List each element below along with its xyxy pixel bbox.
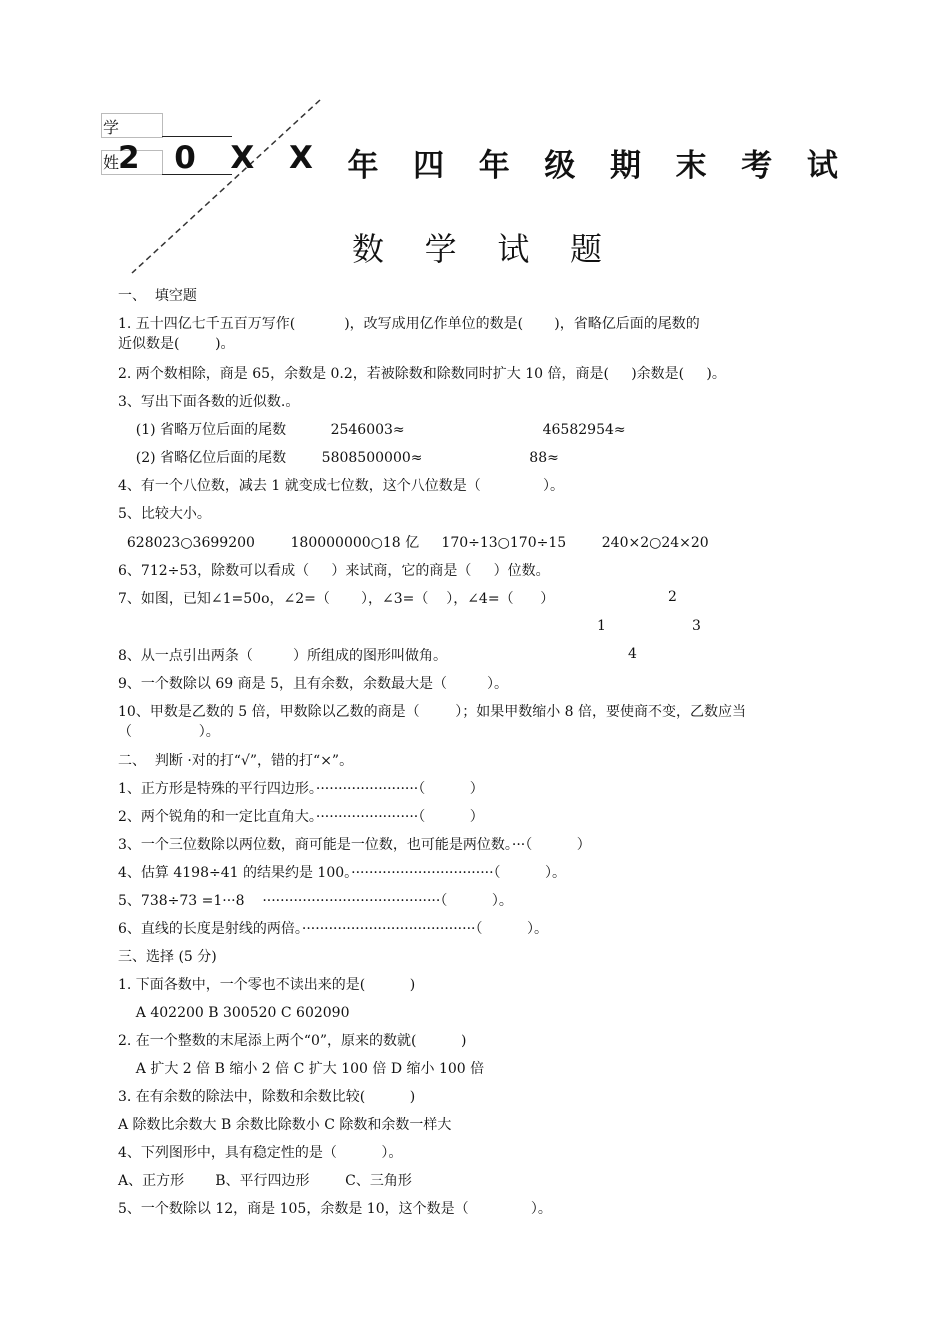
- title-char: 四: [413, 148, 445, 184]
- choice-line: 2. 在一个整数的末尾添上两个“0”，原来的数就( ): [118, 1033, 467, 1049]
- title-char: 年: [347, 148, 379, 184]
- question-line: 4、有一个八位数，减去 1 就变成七位数，这个八位数是（ ）。: [118, 478, 565, 494]
- exam-subtitle: [352, 224, 602, 270]
- title-char: 末: [675, 148, 707, 184]
- question-line: 9、一个数除以 69 商是 5，且有余数，余数最大是（ ）。: [118, 676, 509, 692]
- question-line: 10、甲数是乙数的 5 倍，甲数除以乙数的商是（ ）；如果甲数缩小 8 倍，要使商不变，乙数应当: [118, 704, 747, 720]
- section3-heading: 三、选择 (5 分): [118, 949, 217, 965]
- exam-title: [118, 140, 838, 185]
- question-line: 1. 五十四亿七千五百万写作( )，改写成用亿作单位的数是( )，省略亿后面的尾数的: [118, 316, 700, 332]
- question-line: 5、比较大小。: [118, 506, 211, 522]
- title-char: 期: [609, 148, 641, 184]
- title-char: 考: [741, 148, 773, 184]
- subtitle-char: 题: [569, 230, 602, 268]
- question-line: （ ）。: [118, 724, 220, 740]
- section1-heading: 一、 填空题: [118, 288, 197, 304]
- title-char: X: [288, 140, 313, 176]
- question-line: 2. 两个数相除，商是 65，余数是 0.2，若被除数和除数同时扩大 10 倍，商是( )余数是( )。: [118, 366, 726, 382]
- judge-line: 3、一个三位数除以两位数，商可能是一位数，也可能是两位数。···（ ）: [118, 837, 591, 853]
- title-char: 2: [118, 140, 140, 176]
- title-char: 年: [478, 148, 510, 184]
- subtitle-char: 试: [497, 230, 530, 268]
- title-char: 级: [544, 148, 576, 184]
- title-char: 试: [806, 148, 838, 184]
- figure-label-3: 3: [692, 618, 701, 634]
- label-xing: 姓: [103, 153, 120, 172]
- subtitle-char: 数: [352, 230, 385, 268]
- title-char: 0: [174, 140, 196, 176]
- subtitle-char: 学: [424, 230, 457, 268]
- choice-line: 4、下列图形中，具有稳定性的是（ ）。: [118, 1145, 403, 1161]
- judge-line: 2、两个锐角的和一定比直角大。·······················（ ）: [118, 809, 484, 825]
- judge-line: 6、直线的长度是射线的两倍。·······································（ ）。: [118, 921, 548, 937]
- figure-label-4: 4: [628, 646, 637, 662]
- judge-line: 5、738÷73 =1···8 ········································（ ）。: [118, 893, 513, 909]
- label-xue: 学: [103, 118, 120, 137]
- choice-line: 3. 在有余数的除法中，除数和余数比较( ): [118, 1089, 416, 1105]
- question-line: (2) 省略亿位后面的尾数 5808500000≈ 88≈: [118, 450, 559, 466]
- choice-line: A 除数比余数大 B 余数比除数小 C 除数和余数一样大: [118, 1117, 452, 1133]
- question-line: 3、写出下面各数的近似数.。: [118, 394, 300, 410]
- choice-line: A、正方形 B、平行四边形 C、三角形: [118, 1173, 412, 1189]
- question-line: 7、如图，已知∠1=50o，∠2=（ ），∠3=（ ），∠4=（ ）: [118, 591, 555, 607]
- question-line: (1) 省略万位后面的尾数 2546003≈ 46582954≈: [118, 422, 626, 438]
- section2-heading: 二、 判断 ·对的打“√”，错的打“×”。: [118, 753, 354, 769]
- choice-line: 5、一个数除以 12，商是 105，余数是 10，这个数是（ ）。: [118, 1201, 552, 1217]
- choice-line: 1. 下面各数中，一个零也不读出来的是( ): [118, 977, 416, 993]
- figure-label-2: 2: [668, 589, 677, 605]
- figure-label-1: 1: [597, 618, 606, 634]
- judge-line: 4、估算 4198÷41 的结果约是 100。································（ ）。: [118, 865, 567, 881]
- question-line: 8、从一点引出两条（ ）所组成的图形叫做角。: [118, 648, 447, 664]
- question-line: 6、712÷53，除数可以看成（ ）来试商，它的商是（ ）位数。: [118, 563, 550, 579]
- choice-line: A 402200 B 300520 C 602090: [118, 1005, 350, 1021]
- question-line: 628023○3699200 180000000○18 亿 170÷13○170÷15 240×2○24×20: [118, 535, 709, 551]
- question-line: 近似数是( )。: [118, 336, 235, 352]
- title-char: X: [230, 140, 255, 176]
- choice-line: A 扩大 2 倍 B 缩小 2 倍 C 扩大 100 倍 D 缩小 100 倍: [118, 1061, 485, 1077]
- judge-line: 1、正方形是特殊的平行四边形。·······················（ ）: [118, 781, 484, 797]
